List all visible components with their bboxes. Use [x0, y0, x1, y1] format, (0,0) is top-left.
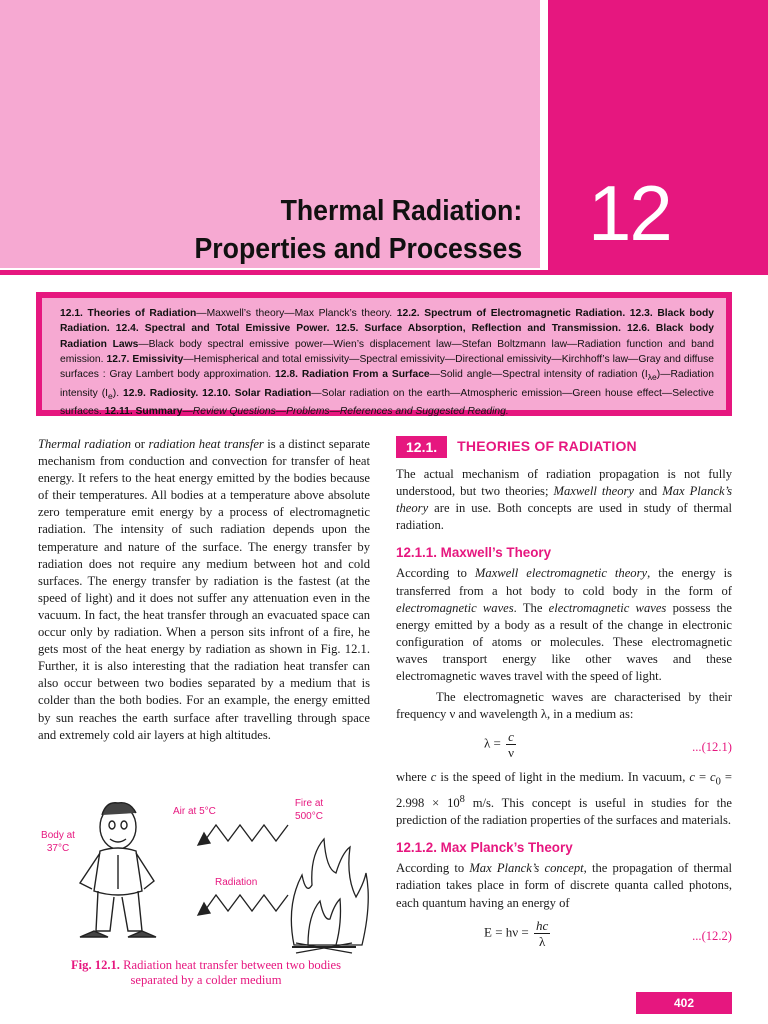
symbol-c: c	[508, 729, 514, 745]
outline-segment: —Maxwell’s theory—Max Planck’s theory.	[196, 308, 397, 319]
figure-caption	[46, 958, 366, 988]
figure-12-1	[38, 795, 370, 995]
subsection-heading-maxwell: 12.1.1. Maxwell’s Theory	[396, 545, 552, 561]
text-span: The actual mechanism of radiation propagation is not fully understood, but two theories;	[396, 467, 732, 499]
section-heading	[396, 436, 732, 458]
fire-illustration	[291, 839, 368, 953]
section-number: 12.1.	[396, 436, 447, 458]
text-span: and	[634, 484, 663, 499]
text-span: where	[396, 770, 431, 785]
text-span: =	[694, 770, 711, 785]
equation-body	[484, 918, 552, 949]
person-illustration	[80, 803, 156, 937]
text-span: is a distinct separate mechanism from conduction and convection for transfer of heat energy. It refers to the heat energy emitted by the bodies because of their temperatures. All bodies at a temperature above absolute zero temperature emit energy by a process of electromagnetic radiation. The intensity of such radiation depends upon the temperature and nature of the surface. The energy transfer by radiation does not require any medium between hot and cold surfaces. The energy transfer by radiation is the fastest (at the speed of light) and it does not suffer any attenuation even in the vacuum. In fact, the heat transfer through an evacuated space can occur only by radiation. When a person sits infront of a fire, he gets most of the heat energy by radiation as shown in Fig. 12.1. Further, it is also interesting that the radiation heat transfer can also occur between two bodies separated by a medium that is colder than the both bodies. For an example, the energy emitted by sun reaches the earth surface after travelling through space and extremely cold air layers at high altitudes.	[38, 437, 370, 742]
outline-segment: —Solar radiation on the earth—Atmospheric emission—Green house effect—Selective surfaces.	[60, 387, 714, 417]
outline-segment: )—Radiation intensity (I	[60, 369, 714, 399]
paragraph-theories	[396, 466, 732, 534]
fraction-numerator	[506, 729, 516, 745]
text-span: According to	[396, 861, 470, 876]
fraction	[534, 918, 550, 949]
text-span: possess the energy emitted by a body as a result of the change in electronic configuration of atoms or molecules. These electromagnetic waves transport energy like other waves and these electromagnetic waves travel with the speed of light.	[396, 600, 732, 684]
text-span: , the energy is transferred from a hot body to cold body in the form of	[396, 566, 733, 598]
term-radiation-heat-transfer: radiation heat transfer	[148, 437, 264, 451]
paragraph-speed-of-light	[396, 769, 732, 829]
text-span: , the propagation of thermal radiation takes place in form of discrete quanta called photons, each quantum having an energy of	[396, 861, 732, 910]
term-em-waves: electromagnetic waves	[548, 600, 667, 615]
text-span: According to	[396, 566, 475, 581]
chapter-outline-box	[36, 292, 732, 416]
term-em-waves: electromagnetic waves	[396, 600, 514, 615]
chapter-title	[194, 192, 522, 268]
chapter-title-line-2: Properties and Processes	[194, 233, 522, 265]
symbol-hc: hc	[535, 917, 549, 933]
right-column	[396, 436, 732, 958]
term-planck-theory: Max Planck’s theory	[396, 484, 733, 516]
outline-segment: 12.7. Emissivity	[106, 353, 184, 365]
symbol-c: c	[430, 770, 437, 785]
equation-body	[484, 729, 518, 760]
outline-segment: λe	[647, 372, 657, 383]
outline-segment: 12.8. Radiation From a Surface	[275, 369, 430, 381]
figure-caption-text: Radiation heat transfer between two bodies separated by a colder medium	[119, 958, 341, 987]
radiation-arrows	[198, 825, 288, 915]
equation-lhs: λ =	[484, 735, 501, 751]
superscript: 8	[459, 793, 465, 805]
term-thermal-radiation: Thermal radiation	[38, 437, 132, 451]
section-title: THEORIES OF RADIATION	[457, 438, 637, 455]
chapter-outline-text	[42, 298, 726, 417]
paragraph-maxwell	[396, 565, 732, 685]
outline-segment: e	[107, 390, 113, 401]
fraction-numerator	[534, 918, 550, 934]
fraction-denominator: λ	[538, 933, 546, 949]
text-span: m/s. This concept is useful in studies for the prediction of the radiation properties of the surfaces and materials.	[396, 796, 732, 828]
equation-lhs: E = hν =	[484, 924, 529, 940]
equation-12-2	[396, 916, 732, 956]
term-planck-concept: Max Planck’s concept	[469, 861, 584, 876]
equation-number: ...(12.2)	[692, 928, 732, 943]
text-span: is the speed of light in the medium. In vacuum,	[436, 770, 690, 785]
paragraph-planck	[396, 860, 732, 911]
outline-segment: —Black body spectral emissive power—Wien’s displacement law—Stefan Boltzmann law—Radiation function and band emission.	[60, 338, 714, 365]
fraction-denominator: ν	[508, 745, 514, 761]
left-column	[38, 436, 370, 744]
equation-12-1	[396, 727, 732, 767]
term-maxwell-em-theory: Maxwell electromagnetic theory	[474, 566, 648, 581]
label-body-temperature: Body at 37°C	[41, 830, 75, 854]
outline-segment: ).	[112, 387, 123, 399]
label-radiation: Radiation	[215, 877, 258, 888]
outline-segment: 12.11. Summary	[104, 405, 183, 417]
page-number: 402	[636, 992, 732, 1014]
outline-segment: 12.2. Spectrum of Electromagnetic Radiation. 12.3. Black body Radiation. 12.4. Spectral and Total Emissive Power. 12.5. Surface Absorption, Reflection and Transmission. 12.6. Black body Radiation Laws	[60, 308, 715, 350]
header-rule	[0, 270, 768, 275]
label-fire-temperature: Fire at 500°C	[294, 798, 324, 822]
subscript: 0	[715, 776, 721, 788]
text-span: . The	[513, 600, 549, 615]
text-span: are in use. Both concepts are used in study of thermal radiation.	[396, 501, 732, 533]
intro-paragraph	[38, 436, 370, 744]
paragraph-frequency: The electromagnetic waves are characterised by their frequency ν and wavelength λ, in a medium as:	[396, 690, 732, 722]
equation-number: ...(12.1)	[692, 740, 732, 755]
outline-segment: 12.9. Radiosity. 12.10. Solar Radiation	[122, 387, 312, 399]
text-span: = 2.998 × 10	[396, 770, 732, 811]
outline-segment: —Solid angle—Spectral intensity of radiation (I	[429, 369, 648, 381]
text-span: or	[131, 437, 149, 451]
outline-segment: —Review Questions—Problems—References and Suggested Reading.	[182, 405, 509, 417]
symbol-c0: c	[710, 770, 716, 785]
figure-caption-number: Fig. 12.1.	[70, 958, 120, 972]
chapter-number: 12	[588, 169, 671, 257]
label-air-temperature: Air at 5°C	[173, 806, 216, 817]
fraction	[506, 729, 516, 760]
outline-segment: 12.1. Theories of Radiation	[60, 308, 197, 319]
term-maxwell-theory: Maxwell theory	[553, 484, 635, 499]
outline-segment: —Hemispherical and total emissivity—Spectral emissivity—Directional emissivity—Kirchhoff’s law—Gray and diffuse surfaces : Gray Lambert body approximation.	[60, 353, 714, 381]
subsection-heading-planck: 12.1.2. Max Planck’s Theory	[396, 840, 573, 856]
chapter-title-line-1: Thermal Radiation:	[280, 195, 522, 227]
symbol-c: c	[689, 770, 695, 785]
